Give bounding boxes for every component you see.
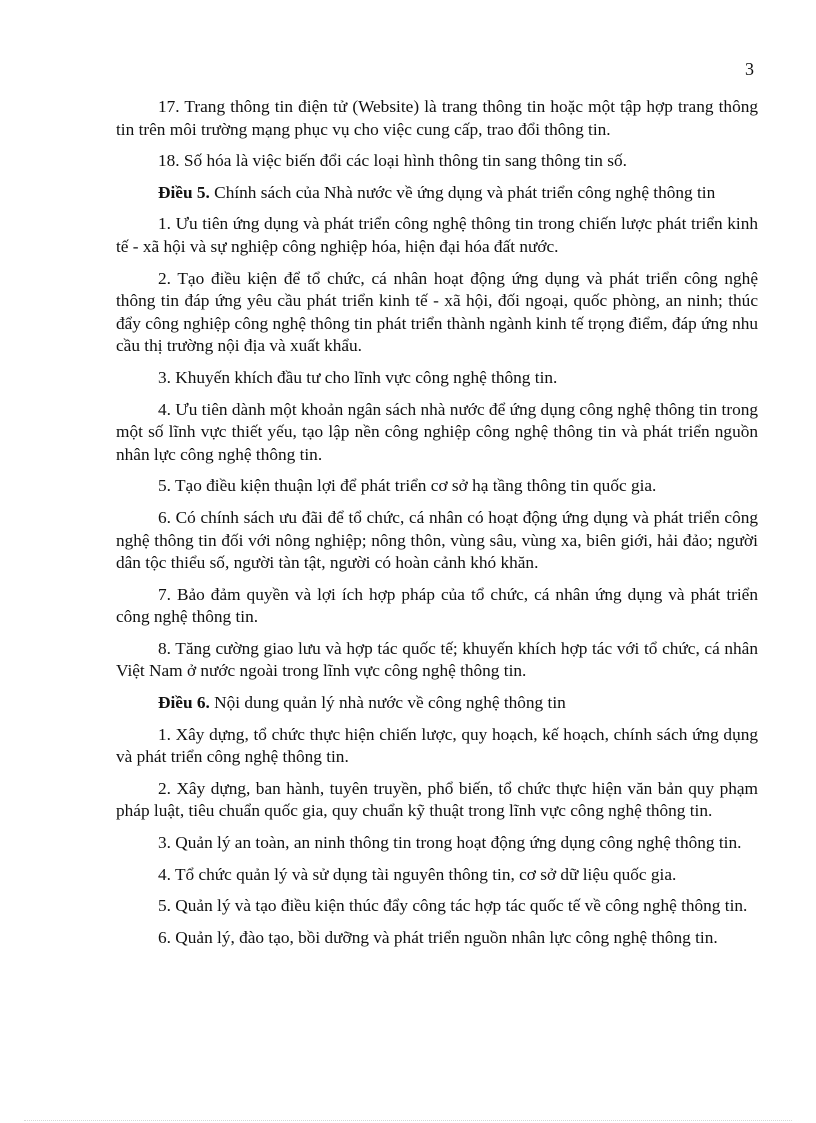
article-5-clause-5 <box>116 475 758 498</box>
page-number: 3 <box>745 59 754 79</box>
clause-text: 1. Ưu tiên ứng dụng và phát triển công nghệ thông tin trong chiến lược phát triển kinh tế - xã hội và sự nghiệp công nghiệp hóa, hiện đại hóa đất nước. <box>116 214 758 256</box>
clause-text: 4. Ưu tiên dành một khoản ngân sách nhà nước để ứng dụng công nghệ thông tin trong một số lĩnh vực thiết yếu, tạo lập nền công nghiệp công nghệ thông tin và phát triển nguồn nhân lực công nghệ thông tin. <box>116 399 758 464</box>
article-title: Chính sách của Nhà nước về ứng dụng và phát triển công nghệ thông tin <box>209 182 716 202</box>
clause-text: 6. Có chính sách ưu đãi để tổ chức, cá nhân có hoạt động ứng dụng và phát triển công nghệ thông tin đối với nông nghiệp; nông thôn, vùng sâu, vùng xa, biên giới, hải đảo; người dân tộc thiểu số, người tàn tật, người có hoàn cảnh khó khăn. <box>116 507 758 573</box>
article-6-clause-4 <box>116 864 758 887</box>
clause-text: 5. Quản lý và tạo điều kiện thúc đẩy công tác hợp tác quốc tế về công nghệ thông tin. <box>158 896 748 916</box>
article-5-clause-1 <box>116 213 758 258</box>
clause-text: 8. Tăng cường giao lưu và hợp tác quốc tế; khuyến khích hợp tác với tổ chức, cá nhân Việt Nam ở nước ngoài trong lĩnh vực công nghệ thông tin. <box>116 638 758 681</box>
article-5-clause-8 <box>116 638 758 683</box>
clause-17 <box>116 96 758 141</box>
article-5-clause-6 <box>116 507 758 575</box>
clause-18 <box>116 150 758 173</box>
clause-text: 3. Khuyến khích đầu tư cho lĩnh vực công nghệ thông tin. <box>158 367 558 387</box>
clause-text: 1. Xây dựng, tổ chức thực hiện chiến lược, quy hoạch, kế hoạch, chính sách ứng dụng và phát triển công nghệ thông tin. <box>116 724 758 767</box>
clause-text: 5. Tạo điều kiện thuận lợi để phát triển cơ sở hạ tầng thông tin quốc gia. <box>158 476 657 496</box>
article-5-clause-7 <box>116 584 758 629</box>
document-body <box>116 96 758 958</box>
article-6-clause-3 <box>116 832 758 855</box>
article-number: Điều 6. <box>158 693 210 713</box>
clause-text: 4. Tổ chức quản lý và sử dụng tài nguyên thông tin, cơ sở dữ liệu quốc gia. <box>158 864 677 884</box>
article-6-clause-5 <box>116 895 758 918</box>
clause-text: 2. Tạo điều kiện để tổ chức, cá nhân hoạt động ứng dụng và phát triển công nghệ thông tin đáp ứng yêu cầu phát triển kinh tế - xã hội, đối ngoại, quốc phòng, an ninh; thúc đẩy công nghiệp công nghệ thông tin phát triển thành ngành kinh tế trọng điểm, đáp ứng nhu cầu thị trường nội địa và xuất khẩu. <box>116 268 758 356</box>
page-bottom-divider <box>24 1120 792 1121</box>
article-5-heading <box>116 182 758 205</box>
article-6-clause-1 <box>116 724 758 769</box>
article-6-heading <box>116 692 758 715</box>
clause-text: 3. Quản lý an toàn, an ninh thông tin trong hoạt động ứng dụng công nghệ thông tin. <box>158 833 742 853</box>
article-5-clause-3 <box>116 367 758 390</box>
clause-text: 17. Trang thông tin điện tử (Website) là trang thông tin hoặc một tập hợp trang thông tin trên môi trường mạng phục vụ cho việc cung cấp, trao đổi thông tin. <box>116 97 758 139</box>
clause-text: 6. Quản lý, đào tạo, bồi dưỡng và phát triển nguồn nhân lực công nghệ thông tin. <box>158 927 718 947</box>
clause-text: 7. Bảo đảm quyền và lợi ích hợp pháp của tổ chức, cá nhân ứng dụng và phát triển công nghệ thông tin. <box>116 584 758 627</box>
article-number: Điều 5. <box>158 182 210 202</box>
clause-text: 18. Số hóa là việc biến đổi các loại hình thông tin sang thông tin số. <box>158 151 627 171</box>
article-5-clause-4 <box>116 399 758 467</box>
article-5-clause-2 <box>116 268 758 358</box>
article-6-clause-6 <box>116 927 758 950</box>
clause-text: 2. Xây dựng, ban hành, tuyên truyền, phổ biến, tổ chức thực hiện văn bản quy phạm pháp luật, tiêu chuẩn quốc gia, quy chuẩn kỹ thuật trong lĩnh vực công nghệ thông tin. <box>116 778 758 821</box>
article-6-clause-2 <box>116 778 758 823</box>
article-title: Nội dung quản lý nhà nước về công nghệ thông tin <box>209 693 566 713</box>
